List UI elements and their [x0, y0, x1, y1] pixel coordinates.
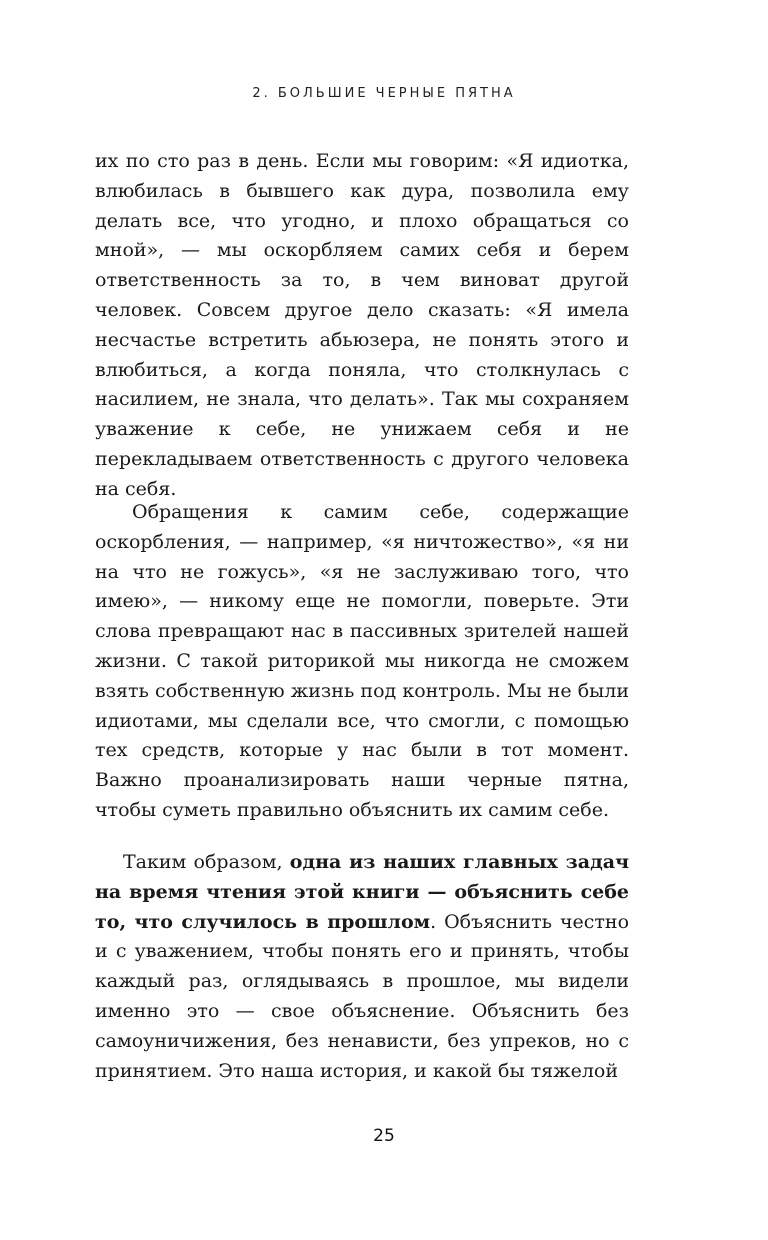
paragraph-3-rest: . Объяснить честно и с уважением, чтобы понять его и принять, чтобы каждый раз, оглядываясь в прошлое, мы видели именно это — свое объяснение. Объяснить без самоуничижения, без ненависти, без упреков, но с принятием. Это наша история, и какой бы тяжелой [95, 910, 630, 1082]
page-number: 25 [373, 1126, 395, 1146]
paragraph-3-emphasis: одна из наших главных задач на время чтения этой книги — объяснить себе то, что случилось в прошлом [95, 851, 629, 933]
paragraph-2-text: Обращения к самим себе, содержащие оскорбления, — например, «я ничтожество», «я ни на что не гожусь», «я не заслуживаю того, что имею», — никому еще не помогли, поверьте. Эти слова превращают нас в пассивных зрителей нашей жизни. С такой риторикой мы никогда не сможем взять собственную жизнь под контроль. Мы не были идиотами, мы сделали все, что смогли, с помощью тех средств, которые у нас были в тот момент. Важно проанализировать наши черные пятна, чтобы суметь правильно объяснить их самим себе. [95, 501, 629, 821]
paragraph-1-text: их по сто раз в день. Если мы говорим: «Я идиотка, влюбилась в бывшего как дура, позволила ему делать все, что угодно, и плохо обращаться со мной», — мы оскорбляем самих себя и берем ответственность за то, в чем виноват другой человек. Совсем другое дело сказать: «Я имела несчастье встретить абьюзера, не понять этого и влюбиться, а когда поняла, что столкнулась с насилием, не знала, что делать». Так мы сохраняем уважение к себе, не унижаем себя и не перекладываем ответственность с другого человека на себя. [95, 150, 629, 500]
running-header: 2. БОЛЬШИЕ ЧЕРНЫЕ ПЯТНА [252, 86, 516, 101]
paragraph-1 [95, 147, 629, 505]
paragraph-3-text [95, 848, 629, 1086]
paragraph-2 [95, 498, 629, 826]
paragraph-3 [95, 848, 629, 1086]
paragraph-3-lead: Таким образом, [123, 851, 290, 873]
